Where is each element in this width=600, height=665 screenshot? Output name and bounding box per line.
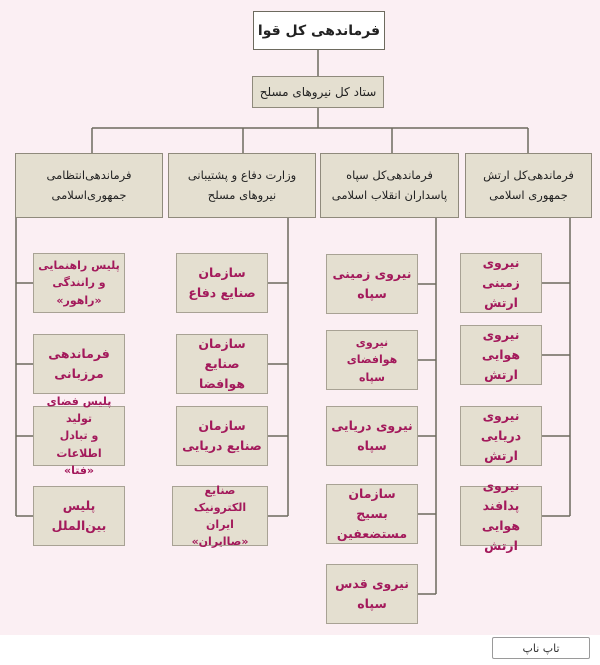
leaf-line: بین‌الملل	[51, 518, 107, 533]
leaf-line: صنایع هوافضا	[199, 356, 245, 391]
dept-irgc	[320, 153, 459, 218]
electronics-industries	[172, 483, 268, 549]
irgc-navy	[326, 406, 418, 466]
leaf-line: مرزبانی	[54, 366, 104, 381]
dept-irgc-line-2: پاسداران انقلاب اسلامی	[331, 187, 448, 202]
dept-defense	[168, 153, 316, 218]
hq-node: ستاد کل نیروهای مسلح	[252, 76, 384, 108]
leaf-line: صنایع الکترونیک	[193, 483, 247, 514]
leaf-line: سپاه	[357, 286, 387, 301]
irgc-basij	[326, 484, 418, 544]
leaf-line: مستضعفین	[336, 526, 408, 541]
leaf-line: صنایع دریایی	[182, 438, 262, 453]
leaf-line: و رانندگی «راهور»	[52, 276, 106, 307]
dept-defense-line-1: وزارت دفاع و پشتیبانی	[187, 167, 297, 182]
aerospace-industries-org	[176, 334, 268, 394]
leaf-line: ارتش	[484, 295, 518, 310]
leaf-line: فرماندهی	[48, 346, 110, 361]
leaf-line: ارتش	[484, 367, 518, 382]
dept-police	[15, 153, 163, 218]
police-traffic	[33, 253, 125, 313]
root-node: فرماندهی کل قوا	[253, 11, 385, 50]
leaf-line: نیروی زمینی	[482, 255, 520, 290]
dept-army-line-2: جمهوری اسلامی	[489, 187, 568, 202]
dept-irgc-line-1: فرماندهی‌کل سپاه	[346, 167, 433, 182]
leaf-line: سازمان	[198, 418, 246, 433]
leaf-line: سازمان	[198, 265, 246, 280]
irgc-quds-force	[326, 564, 418, 624]
leaf-line: نیروی قدس	[335, 576, 409, 591]
army-ground-force	[460, 253, 542, 313]
leaf-line: پلیس	[62, 498, 96, 513]
leaf-line: نیروی زمینی	[332, 266, 412, 281]
marine-industries-org	[176, 406, 268, 466]
leaf-line: نیروی دریایی	[480, 408, 522, 443]
leaf-line: ارتش	[484, 448, 518, 463]
leaf-line: نیروی دریایی	[331, 418, 413, 433]
dept-army	[465, 153, 592, 218]
leaf-line: ایران «صاایران»	[191, 518, 249, 549]
leaf-line: سپاه	[357, 438, 387, 453]
police-border-guard	[33, 334, 125, 394]
leaf-line: «فتا»	[63, 463, 95, 477]
leaf-line: هوایی ارتش	[481, 518, 521, 553]
irgc-aerospace-force	[326, 330, 418, 390]
police-fata	[33, 395, 125, 477]
dept-police-line-1: فرماندهی‌انتظامی	[46, 167, 132, 182]
leaf-line: نیروی هوایی	[481, 327, 521, 362]
army-air-force	[460, 325, 542, 385]
leaf-line: پلیس راهنمایی	[38, 259, 120, 273]
leaf-line: نیروی پدافند	[482, 478, 520, 513]
leaf-line: و تبادل اطلاعات	[56, 429, 102, 460]
leaf-line: سازمان	[198, 336, 246, 351]
irgc-ground-force	[326, 254, 418, 314]
leaf-line: نیروی هوافضای	[346, 336, 398, 367]
leaf-line: سپاه	[357, 596, 387, 611]
leaf-line: پلیس فضای تولید	[46, 395, 112, 426]
source-label: تاپ ناپ	[492, 637, 590, 659]
dept-police-line-2: جمهوری‌اسلامی	[51, 187, 127, 202]
army-air-defense	[460, 478, 542, 553]
defense-industries-org	[176, 253, 268, 313]
police-international	[33, 486, 125, 546]
dept-defense-line-2: نیروهای مسلح	[207, 187, 277, 202]
leaf-line: سازمان بسیج	[348, 486, 396, 521]
leaf-line: صنایع دفاع	[188, 285, 256, 300]
army-navy	[460, 406, 542, 466]
leaf-line: سپاه	[359, 370, 385, 384]
dept-army-line-1: فرماندهی‌کل ارتش	[483, 167, 574, 182]
